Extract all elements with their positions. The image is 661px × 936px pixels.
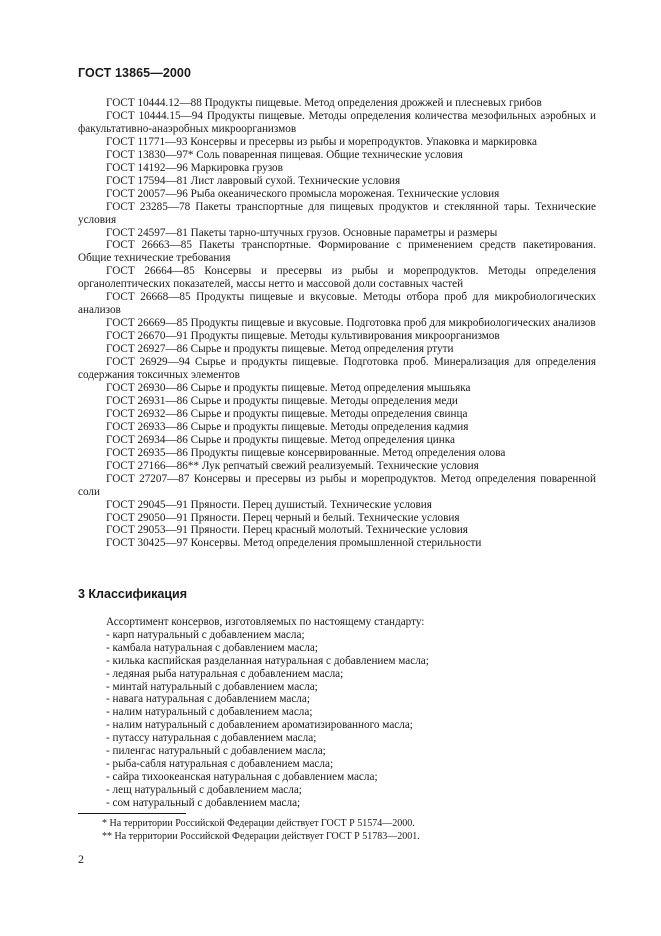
reference-item: ГОСТ 26927—86 Сырье и продукты пищевые. Метод определения ртути [106, 343, 454, 356]
list-item: - килька каспийская разделанная натуральная с добавлением масла; [106, 654, 429, 667]
footnotes [78, 818, 596, 843]
section-heading: 3 Классификация [78, 587, 188, 601]
list-item: - налим натуральный с добавлением ароматизированного масла; [106, 719, 413, 732]
list-item: - пиленгас натуральный с добавлением масла; [106, 745, 326, 758]
reference-item: ГОСТ 26934—86 Сырье и продукты пищевые. Метод определения цинка [106, 433, 455, 446]
reference-item: ГОСТ 17594—81 Лист лавровый сухой. Технические условия [106, 174, 401, 187]
normative-references-list [78, 97, 596, 550]
list-item: - путассу натуральная с добавлением масла; [106, 732, 317, 745]
reference-item: ГОСТ 26929—94 Сырье и продукты пищевые. Подготовка проб. Минерализация для определения содержания токсичных элементов [78, 356, 596, 382]
reference-item: ГОСТ 26669—85 Продукты пищевые и вкусовые. Подготовка проб для микробиологических анализов [106, 317, 596, 330]
footnote-divider [78, 813, 186, 814]
reference-item: ГОСТ 24597—81 Пакеты тарно-штучных грузов. Основные параметры и размеры [106, 226, 498, 239]
list-item: - сайра тихоокеанская натуральная с добавлением масла; [106, 770, 378, 783]
reference-item: ГОСТ 26933—86 Сырье и продукты пищевые. Методы определения кадмия [106, 420, 469, 433]
reference-item: ГОСТ 29053—91 Пряности. Перец красный молотый. Технические условия [106, 524, 468, 537]
reference-item: ГОСТ 26930—86 Сырье и продукты пищевые. Метод определения мышьяка [106, 381, 471, 394]
reference-item: ГОСТ 26931—86 Сырье и продукты пищевые. Методы определения меди [106, 394, 458, 407]
section-intro: Ассортимент консервов, изготовляемых по настоящему стандарту: [106, 616, 425, 628]
reference-item: ГОСТ 27207—87 Консервы и пресервы из рыбы и морепродуктов. Метод определения поваренной соли [78, 472, 596, 498]
reference-item: ГОСТ 26670—91 Продукты пищевые. Методы культивирования микроорганизмов [106, 330, 500, 343]
reference-item: ГОСТ 26932—86 Сырье и продукты пищевые. Методы определения свинца [106, 407, 468, 420]
reference-item: ГОСТ 23285—78 Пакеты транспортные для пищевых продуктов и стеклянной тары. Технические условия [78, 200, 596, 226]
footnote: ** На территории Российской Федерации действует ГОСТ Р 51783—2001. [102, 830, 420, 842]
reference-item: ГОСТ 20057—96 Рыба океанического промысла мороженая. Технические условия [106, 187, 500, 200]
list-item: - навага натуральная с добавлением масла; [106, 693, 310, 706]
assortment-list [78, 629, 596, 810]
list-item: - ледяная рыба натуральная с добавлением масла; [106, 667, 344, 680]
list-item: - рыба-сабля натуральная с добавлением масла; [106, 757, 334, 770]
reference-item: ГОСТ 26668—85 Продукты пищевые и вкусовые. Методы отбора проб для микробиологических анализов [78, 291, 596, 317]
reference-item: ГОСТ 26935—86 Продукты пищевые консервированные. Метод определения олова [106, 446, 506, 459]
reference-item: ГОСТ 29050—91 Пряности. Перец черный и белый. Технические условия [106, 511, 460, 524]
list-item: - лещ натуральный с добавлением масла; [106, 783, 302, 796]
list-item: - минтай натуральный с добавлением масла; [106, 680, 318, 693]
reference-item: ГОСТ 14192—96 Маркировка грузов [106, 161, 283, 174]
reference-item: ГОСТ 30425—97 Консервы. Метод определения промышленной стерильности [106, 537, 482, 550]
classification-section [78, 616, 596, 810]
reference-item: ГОСТ 26663—85 Пакеты транспортные. Формирование с применением средств пакетирования. Общие технические требования [78, 239, 596, 265]
reference-item: ГОСТ 13830—97* Соль поваренная пищевая. Общие технические условия [106, 148, 463, 161]
reference-item: ГОСТ 29045—91 Пряности. Перец душистый. Технические условия [106, 498, 432, 511]
list-item: - камбала натуральная с добавлением масла; [106, 641, 318, 654]
reference-item: ГОСТ 10444.15—94 Продукты пищевые. Методы определения количества мезофильных аэробных и факультативно-анаэробных микроорганизмов [78, 109, 596, 135]
reference-item: ГОСТ 26664—85 Консервы и пресервы из рыбы и морепродуктов. Методы определения органолептических показателей, массы нетто и массовой доли составных частей [78, 265, 596, 291]
page-header-title: ГОСТ 13865—2000 [78, 66, 192, 80]
reference-item: ГОСТ 27166—86** Лук репчатый свежий реализуемый. Технические условия [106, 459, 479, 472]
footnote: * На территории Российской Федерации действует ГОСТ Р 51574—2000. [102, 818, 415, 829]
reference-item: ГОСТ 10444.12—88 Продукты пищевые. Метод определения дрожжей и плесневых грибов [106, 97, 542, 109]
list-item: - налим натуральный с добавлением масла; [106, 706, 313, 719]
reference-item: ГОСТ 11771—93 Консервы и пресервы из рыбы и морепродуктов. Упаковка и маркировка [106, 135, 537, 148]
page-number: 2 [78, 852, 84, 866]
list-item: - сом натуральный с добавлением масла; [106, 796, 301, 809]
list-item: - карп натуральный с добавлением масла; [106, 628, 305, 641]
